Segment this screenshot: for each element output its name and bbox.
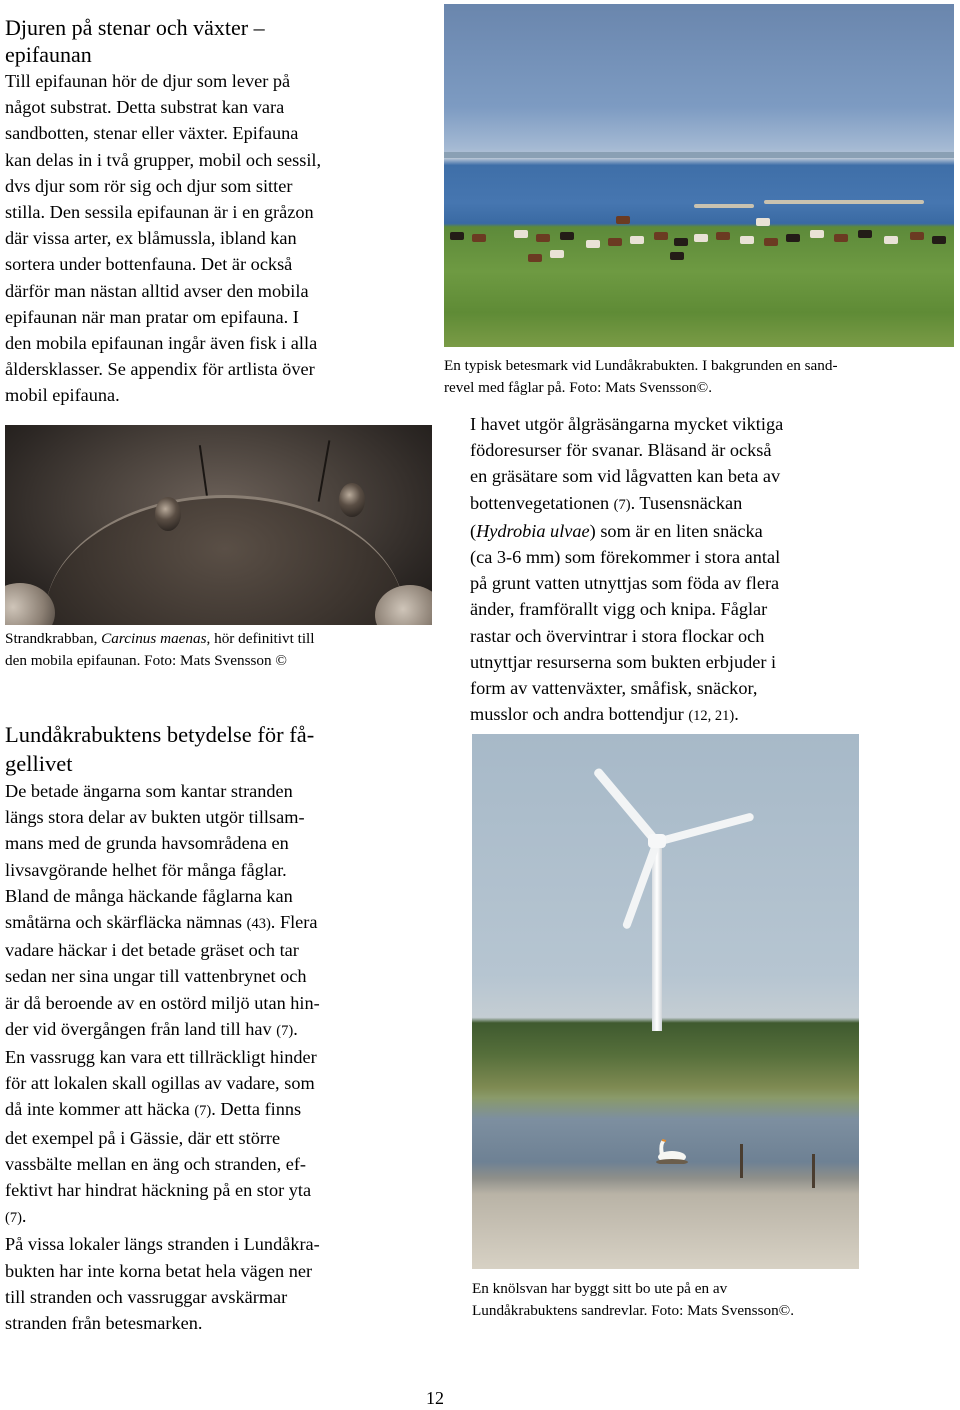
- turbine-swan-photo: [472, 734, 859, 1269]
- text-span: .: [293, 1018, 298, 1039]
- text-line: åldersklasser. Se appendix för artlista över: [5, 359, 315, 380]
- page-number: 12: [426, 1388, 444, 1408]
- turbine-tower: [652, 846, 662, 1031]
- cow: [514, 230, 528, 238]
- species-name: Carcinus maenas: [101, 630, 207, 647]
- text-span: då inte kommer att häcka: [5, 1099, 195, 1120]
- paragraph-food-resources: [470, 411, 950, 729]
- text-line: änder, framförallt vigg och knipa. Fåglar: [470, 599, 768, 620]
- cow: [550, 250, 564, 258]
- text-span: der vid övergången från land till hav: [5, 1018, 277, 1039]
- sandbar: [694, 204, 754, 208]
- crab-antenna: [318, 440, 331, 501]
- cow: [616, 216, 630, 224]
- text-span: . Detta finns: [211, 1099, 302, 1120]
- heading-bird-life: [5, 720, 435, 778]
- text-line: längs stora delar av bukten utgör tillsam-: [5, 807, 305, 828]
- cow: [608, 238, 622, 246]
- meadow-photo: [444, 4, 954, 347]
- cow: [560, 232, 574, 240]
- caption-text: Strandkrabban,: [5, 630, 102, 647]
- caption-line: Lundåkrabuktens sandrevlar. Foto: Mats Svensson©.: [472, 1302, 794, 1319]
- cow: [528, 254, 542, 262]
- text-line: (ca 3-6 mm) som förekommer i stora antal: [470, 547, 781, 568]
- crab-claw: [5, 583, 55, 625]
- text-line: bukten har inte korna betat hela vägen ner: [5, 1260, 313, 1281]
- text-line: En vassrugg kan vara ett tillräckligt hinder: [5, 1047, 317, 1068]
- text-span: .: [21, 1206, 27, 1227]
- text-span: (: [470, 520, 477, 541]
- cow: [694, 234, 708, 242]
- text-line: [5, 909, 435, 937]
- text-line: Till epifaunan hör de djur som lever på: [5, 71, 291, 91]
- text-line: därför man nästan alltid avser den mobila: [5, 280, 309, 301]
- paragraph-epifauna: [5, 68, 435, 409]
- cow: [654, 232, 668, 240]
- text-line: födoresurser för svanar. Bläsand är också: [470, 440, 772, 461]
- caption-text: , hör definitivt till: [206, 630, 315, 647]
- caption-line: En typisk betesmark vid Lundåkrabukten. I bakgrunden en sand-: [444, 357, 838, 374]
- distant-shore: [444, 152, 954, 158]
- caption-line: revel med fåglar på. Foto: Mats Svensson©.: [444, 379, 712, 396]
- text-line: [5, 1203, 435, 1231]
- sandbar: [764, 200, 924, 204]
- heading-line: Lundåkrabuktens betydelse för få-: [5, 722, 315, 747]
- text-line: [5, 1016, 435, 1044]
- swan-caption: [472, 1278, 952, 1322]
- reference: (12, 21): [688, 708, 735, 725]
- text-span: . Flera: [270, 912, 318, 933]
- text-span: småtärna och skärfläcka nämnas: [5, 912, 247, 933]
- text-line: stranden från betesmarken.: [5, 1313, 203, 1334]
- section-bird-life: [5, 720, 435, 1336]
- crab-photo: [5, 425, 432, 625]
- text-line: form av vattenväxter, småfisk, snäckor,: [470, 678, 758, 699]
- text-line: sandbotten, stenar eller växter. Epifauna: [5, 123, 299, 144]
- cow: [586, 240, 600, 248]
- cow: [786, 234, 800, 242]
- caption-line: [5, 628, 435, 650]
- text-line: för att lokalen skall ogillas av vadare, som: [5, 1073, 315, 1094]
- text-line: stilla. Den sessila epifaunan är i en gråzon: [5, 202, 314, 223]
- fence-post: [740, 1144, 743, 1178]
- text-line: rastar och övervintrar i stora flockar och: [470, 625, 765, 646]
- cow: [884, 236, 898, 244]
- swan-icon: [652, 1136, 688, 1164]
- cow: [764, 238, 778, 246]
- cow: [670, 252, 684, 260]
- text-line: Bland de många häckande fåglarna kan: [5, 885, 293, 906]
- text-line: fektivt har hindrat häckning på en stor yta: [5, 1180, 312, 1201]
- text-line: på grunt vatten utnyttjas som föda av flera: [470, 573, 780, 594]
- paragraph-bird-life: [5, 778, 435, 1336]
- text-line: vadare häckar i det betade gräset och tar: [5, 940, 299, 961]
- cow: [858, 230, 872, 238]
- text-line: utnyttjar resurserna som bukten erbjuder i: [470, 651, 777, 672]
- text-span: bottenvegetationen: [470, 492, 614, 513]
- text-line: mans med de grunda havsområdena en: [5, 833, 289, 854]
- cow: [450, 232, 464, 240]
- text-line: något substrat. Detta substrat kan vara: [5, 97, 285, 118]
- text-line: där vissa arter, ex blåmussla, ibland kan: [5, 228, 297, 249]
- reference: (7): [276, 1022, 294, 1039]
- cow: [674, 238, 688, 246]
- cow: [810, 230, 824, 238]
- cow: [536, 234, 550, 242]
- caption-line: den mobila epifaunan. Foto: Mats Svensson ©: [5, 652, 287, 669]
- text-line: mobil epifauna.: [5, 385, 120, 406]
- reference: (7): [5, 1210, 22, 1227]
- text-span: ) som är en liten snäcka: [589, 520, 763, 541]
- heading-line: Djuren på stenar och växter –: [5, 15, 265, 40]
- text-line: det exempel på i Gässie, där ett större: [5, 1127, 281, 1148]
- cow: [756, 218, 770, 226]
- text-line: epifaunan när man pratar om epifauna. I: [5, 306, 299, 327]
- cow: [740, 236, 754, 244]
- text-line: På vissa lokaler längs stranden i Lundåkra-: [5, 1234, 320, 1255]
- text-line: vassbälte mellan en äng och stranden, ef-: [5, 1153, 307, 1174]
- reference: (43): [246, 916, 271, 933]
- heading-epifauna: [5, 14, 435, 68]
- heading-line: epifaunan: [5, 42, 92, 67]
- heading-line: gellivet: [5, 751, 73, 776]
- crab-caption: [5, 628, 435, 672]
- crab-eye: [339, 483, 365, 517]
- turbine-blade: [656, 812, 755, 846]
- text-line: en gräsätare som vid lågvatten kan beta av: [470, 466, 781, 487]
- text-line: är då beroende av en ostörd miljö utan hin-: [5, 992, 320, 1013]
- text-line: De betade ängarna som kantar stranden: [5, 781, 293, 801]
- reference: (7): [613, 496, 631, 513]
- reference: (7): [194, 1103, 212, 1120]
- text-span: .: [734, 704, 739, 725]
- text-line: I havet utgör ålgräsängarna mycket viktiga: [470, 414, 784, 434]
- cow: [834, 234, 848, 242]
- species-name: Hydrobia ulvae: [476, 520, 590, 541]
- text-line: [470, 701, 950, 729]
- fence-post: [812, 1154, 815, 1188]
- text-line: sedan ner sina ungar till vattenbrynet och: [5, 966, 307, 987]
- text-line: [470, 518, 950, 544]
- text-line: kan delas in i två grupper, mobil och sessil,: [5, 149, 322, 170]
- section-epifauna: [5, 14, 435, 409]
- cow: [716, 232, 730, 240]
- text-span: musslor och andra bottendjur: [470, 704, 689, 725]
- text-line: [5, 1096, 435, 1124]
- caption-line: En knölsvan har byggt sitt bo ute på en av: [472, 1280, 728, 1297]
- text-line: [470, 490, 950, 518]
- text-line: den mobila epifaunan ingår även fisk i alla: [5, 333, 318, 354]
- cow: [472, 234, 486, 242]
- text-line: till stranden och vassruggar avskärmar: [5, 1286, 288, 1307]
- text-line: livsavgörande helhet för många fåglar.: [5, 859, 287, 880]
- text-line: dvs djur som rör sig och djur som sitter: [5, 175, 293, 196]
- text-span: . Tusensnäckan: [630, 492, 743, 513]
- text-line: sortera under bottenfauna. Det är också: [5, 254, 293, 275]
- cow: [910, 232, 924, 240]
- turbine-hub: [648, 834, 666, 848]
- cow: [932, 236, 946, 244]
- crab-eye: [155, 497, 181, 531]
- cow: [630, 236, 644, 244]
- meadow-caption: [444, 355, 954, 399]
